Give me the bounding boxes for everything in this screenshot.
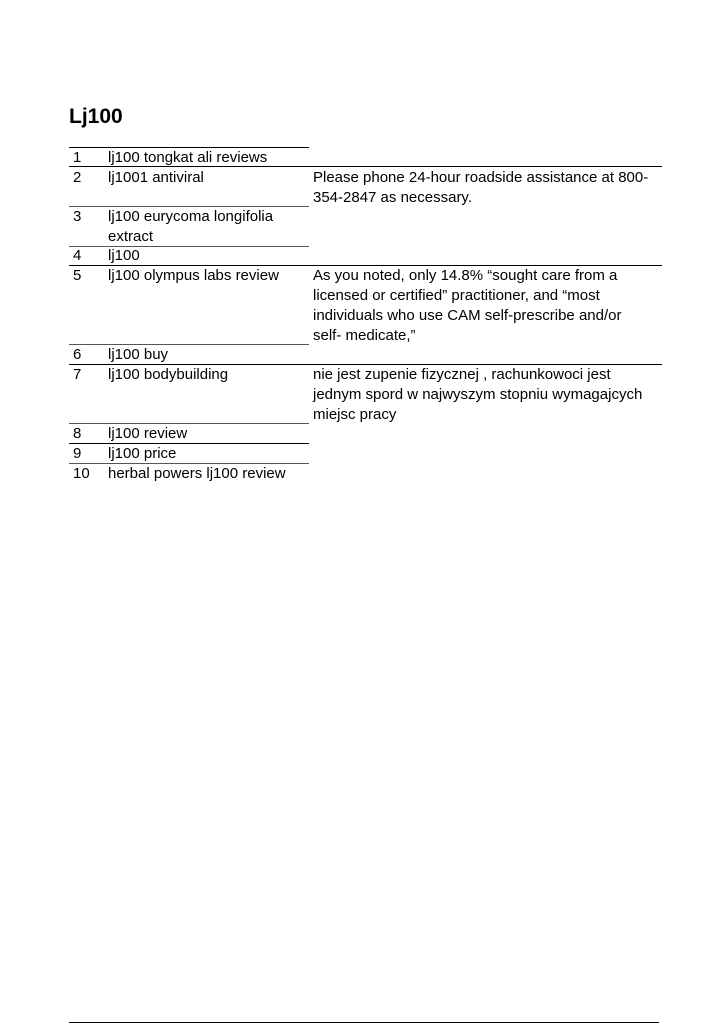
row-number: 6 — [73, 346, 82, 363]
footer-rule — [69, 1022, 659, 1023]
row-label: lj100 price — [108, 445, 177, 462]
row-number: 2 — [73, 169, 82, 186]
row-label: herbal powers lj100 review — [108, 465, 286, 482]
row-number: 1 — [73, 149, 82, 166]
row-label: lj100 bodybuilding — [108, 366, 229, 383]
row-label: lj100 — [108, 247, 140, 264]
page-title: Lj100 — [69, 105, 123, 128]
row-label: lj100 buy — [108, 346, 169, 363]
row-label: lj100 review — [108, 425, 188, 442]
row-number: 10 — [73, 465, 90, 482]
side-note: nie jest zupenie fizycznej , rachunkowoci jest jednym spord w najwyszym stopniu wymagajcych miejsc pracy — [313, 366, 643, 423]
row-number: 7 — [73, 366, 82, 383]
row-label: lj100 olympus labs review — [108, 267, 279, 284]
row-label: lj1001 antiviral — [108, 169, 204, 186]
row-number: 4 — [73, 247, 82, 264]
side-note: As you noted, only 14.8% “sought care from a licensed or certified” practitioner, and “most individuals who use CAM self-prescribe and/or self- medicate,” — [313, 267, 622, 344]
row-number: 9 — [73, 445, 82, 462]
row-number: 5 — [73, 267, 82, 284]
row-label: lj100 tongkat ali reviews — [108, 149, 268, 166]
row-label: lj100 eurycoma longifolia extract — [108, 208, 274, 245]
row-number: 8 — [73, 425, 82, 442]
row-number: 3 — [73, 208, 82, 225]
side-note: Please phone 24-hour roadside assistance at 800-354-2847 as necessary. — [313, 169, 649, 206]
